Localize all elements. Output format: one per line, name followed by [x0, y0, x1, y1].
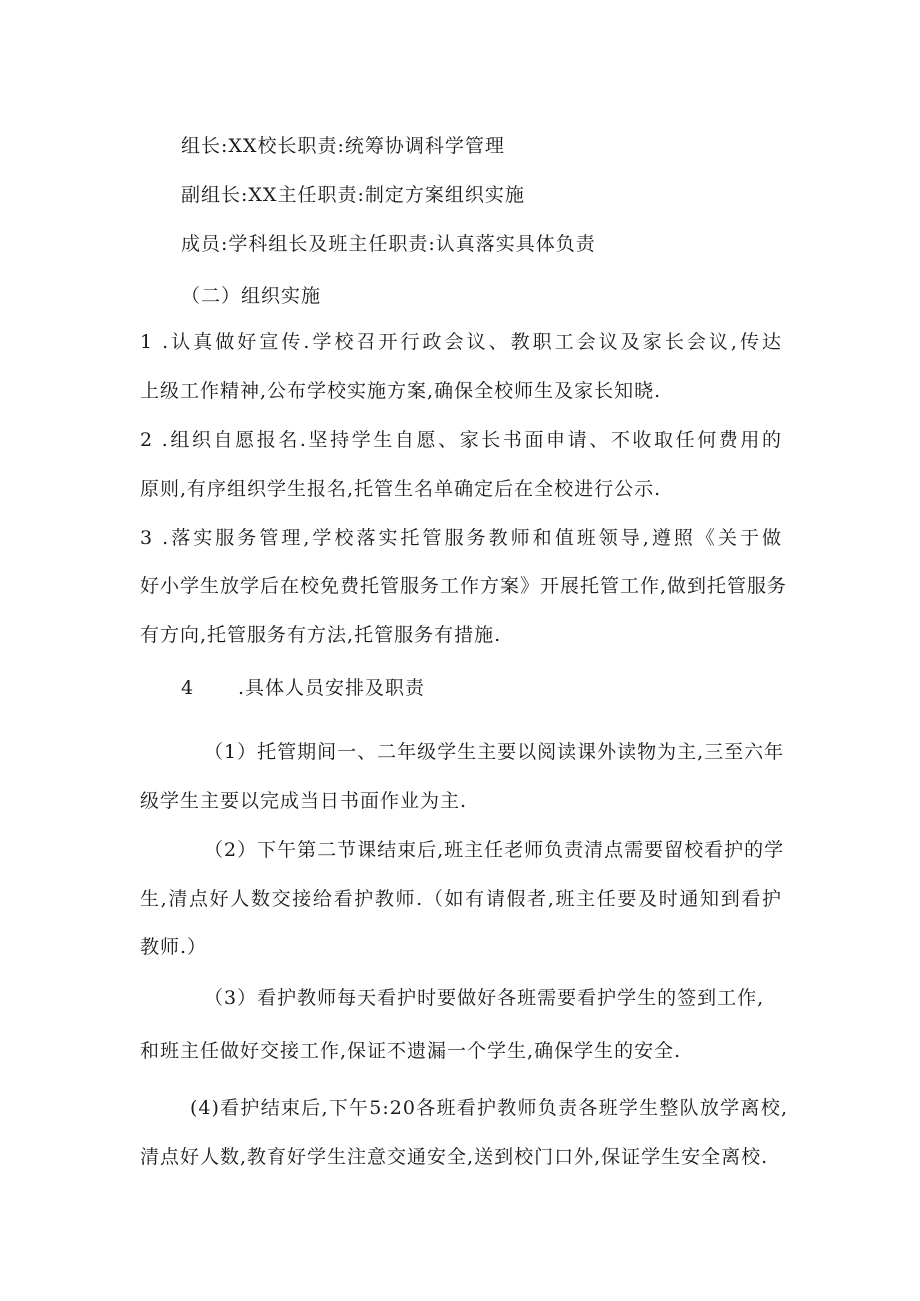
role-deputy: 副组长:XX主任职责:制定方案组织实施: [181, 184, 525, 206]
role-members: 成员:学科组长及班主任职责:认真落实具体负责: [181, 233, 596, 255]
sub-item-1-line-2: 级学生主要以完成当日书面作业为主.: [140, 790, 468, 812]
role-leader: 组长:XX校长职责:统筹协调科学管理: [181, 135, 505, 157]
section-heading: （二）组织实施: [181, 285, 322, 307]
item-3-line-3: 有方向,托管服务有方法,托管服务有措施.: [140, 624, 502, 646]
item-2-line-2: 原则,有序组织学生报名,托管生名单确定后在全校进行公示.: [140, 478, 662, 500]
sub-item-4-line-2: 清点好人数,教育好学生注意交通安全,送到校门口外,保证学生安全离校.: [140, 1146, 769, 1168]
item-3-line-2: 好小学生放学后在校免费托管服务工作方案》开展托管工作,做到托管服务: [140, 575, 788, 597]
item-1-line-2: 上级工作精神,公布学校实施方案,确保全校师生及家长知晓.: [140, 380, 662, 402]
item-4-text: .具体人员安排及职责: [238, 677, 426, 699]
item-1-line-1: 1 .认真做好宣传.学校召开行政会议、教职工会议及家长会议,传达: [140, 331, 782, 353]
item-3-line-1: 3 .落实服务管理,学校落实托管服务教师和值班领导,遵照《关于做: [140, 527, 782, 549]
sub-item-2-line-3: 教师.）: [140, 936, 208, 958]
item-4-number: 4: [181, 677, 195, 699]
sub-item-3-line-2: 和班主任做好交接工作,保证不遗漏一个学生,确保学生的安全.: [140, 1040, 682, 1062]
sub-item-2-line-2: 生,清点好人数交接给看护教师.（如有请假者,班主任要及时通知到看护: [140, 888, 782, 910]
item-2-line-1: 2 .组织自愿报名.坚持学生自愿、家长书面申请、不收取任何费用的: [140, 429, 782, 451]
sub-item-1-line-1: （1）托管期间一、二年级学生主要以阅读课外读物为主,三至六年: [204, 741, 785, 763]
sub-item-3-line-1: （3）看护教师每天看护时要做好各班需要看护学生的签到工作,: [204, 987, 765, 1009]
sub-item-4-line-1: (4)看护结束后,下午5:20各班看护教师负责各班学生整队放学离校,: [190, 1097, 788, 1119]
sub-item-2-line-1: （2）下午第二节课结束后,班主任老师负责清点需要留校看护的学: [204, 839, 785, 861]
